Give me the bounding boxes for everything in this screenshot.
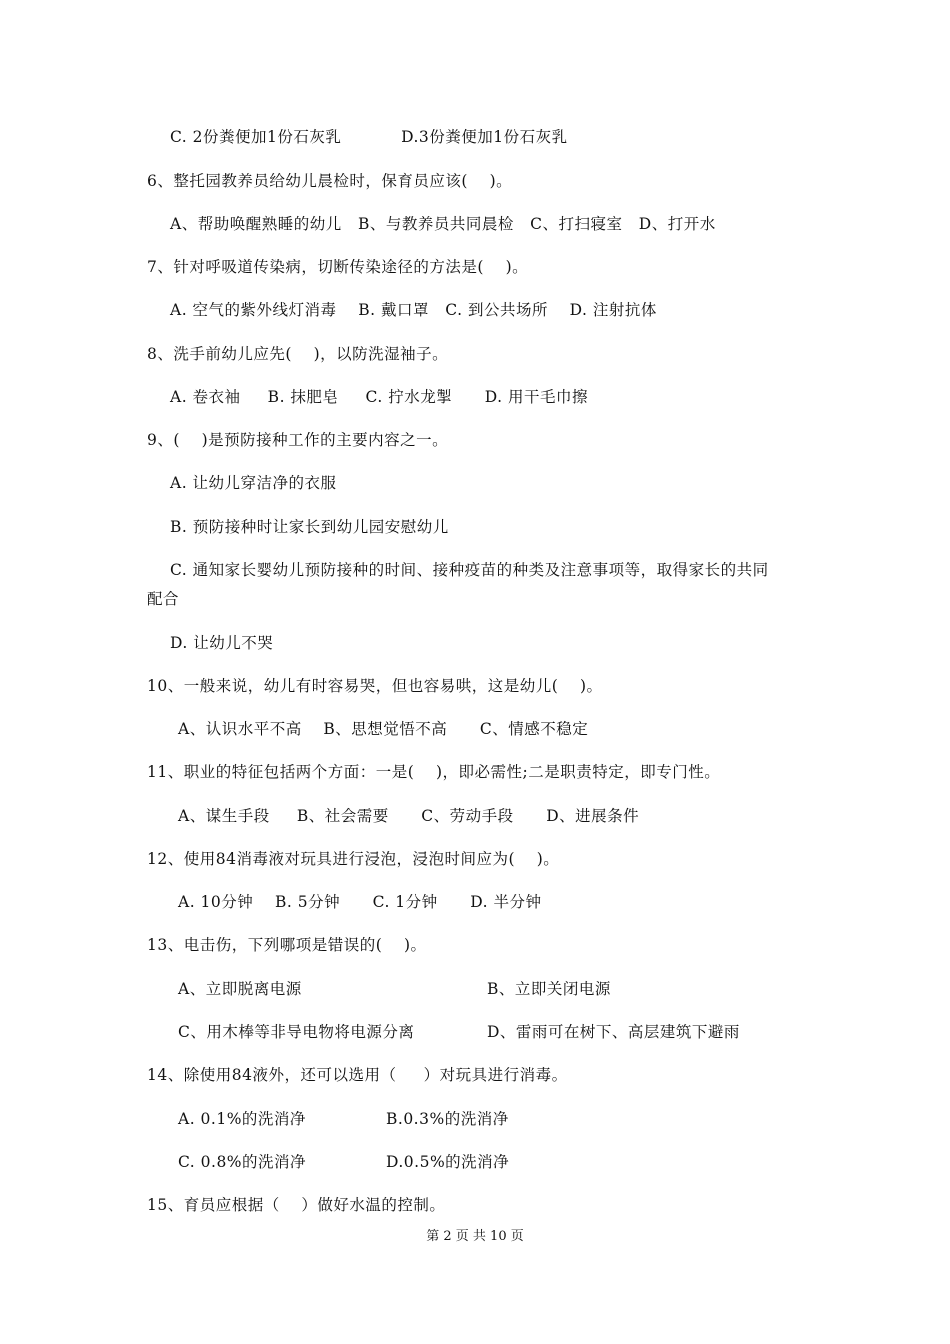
question-13: 13、电击伤，下列哪项是错误的( )。: [147, 936, 427, 954]
question-14: 14、除使用84液外，还可以选用（ ）对玩具进行消毒。: [147, 1066, 568, 1084]
question-11: 11、职业的特征包括两个方面：一是( )，即必需性;二是职责特定，即专门性。: [147, 763, 721, 781]
question-6-options: A、帮助唤醒熟睡的幼儿 B、与教养员共同晨检 C、打扫寝室 D、打开水: [170, 215, 716, 233]
question-13-option-a: A、立即脱离电源: [178, 980, 302, 998]
question-14-option-d: D.0.5%的洗消净: [386, 1153, 510, 1171]
question-6: 6、整托园教养员给幼儿晨检时，保育员应该( )。: [147, 172, 513, 190]
question-9-option-c-line1: C. 通知家长婴幼儿预防接种的时间、接种疫苗的种类及注意事项等，取得家长的共同: [170, 561, 769, 579]
question-13-option-d: D、雷雨可在树下、高层建筑下避雨: [487, 1023, 740, 1041]
question-9-option-b: B. 预防接种时让家长到幼儿园安慰幼儿: [170, 518, 449, 536]
question-14-option-a: A. 0.1%的洗消净: [178, 1110, 306, 1128]
question-8: 8、洗手前幼儿应先( )，以防洗湿袖子。: [147, 345, 449, 363]
question-13-option-b: B、立即关闭电源: [487, 980, 611, 998]
q5-options-c-d: C. 2份粪便加1份石灰乳 D.3份粪便加1份石灰乳: [170, 128, 568, 146]
question-10-options: A、认识水平不高 B、思想觉悟不高 C、情感不稳定: [178, 720, 589, 738]
page-number-footer: 第 2 页 共 10 页: [426, 1229, 524, 1244]
question-7-options: A. 空气的紫外线灯消毒 B. 戴口罩 C. 到公共场所 D. 注射抗体: [170, 301, 657, 319]
question-9: 9、( )是预防接种工作的主要内容之一。: [147, 431, 449, 449]
question-7: 7、针对呼吸道传染病，切断传染途径的方法是( )。: [147, 258, 529, 276]
question-14-option-b: B.0.3%的洗消净: [386, 1110, 509, 1128]
question-12: 12、使用84消毒液对玩具进行浸泡，浸泡时间应为( )。: [147, 850, 560, 868]
question-8-options: A. 卷衣袖 B. 抹肥皂 C. 拧水龙掣 D. 用干毛巾擦: [170, 388, 589, 406]
question-11-options: A、谋生手段 B、社会需要 C、劳动手段 D、进展条件: [178, 807, 640, 825]
question-9-option-c-line2: 配合: [147, 590, 180, 608]
question-13-option-c: C、用木棒等非导电物将电源分离: [178, 1023, 415, 1041]
question-10: 10、一般来说，幼儿有时容易哭，但也容易哄，这是幼儿( )。: [147, 677, 603, 695]
question-9-option-a: A. 让幼儿穿洁净的衣服: [170, 474, 337, 492]
question-14-option-c: C. 0.8%的洗消净: [178, 1153, 307, 1171]
question-12-options: A. 10分钟 B. 5分钟 C. 1分钟 D. 半分钟: [178, 893, 542, 911]
question-9-option-d: D. 让幼儿不哭: [170, 634, 274, 652]
question-15: 15、育员应根据（ ）做好水温的控制。: [147, 1196, 446, 1214]
